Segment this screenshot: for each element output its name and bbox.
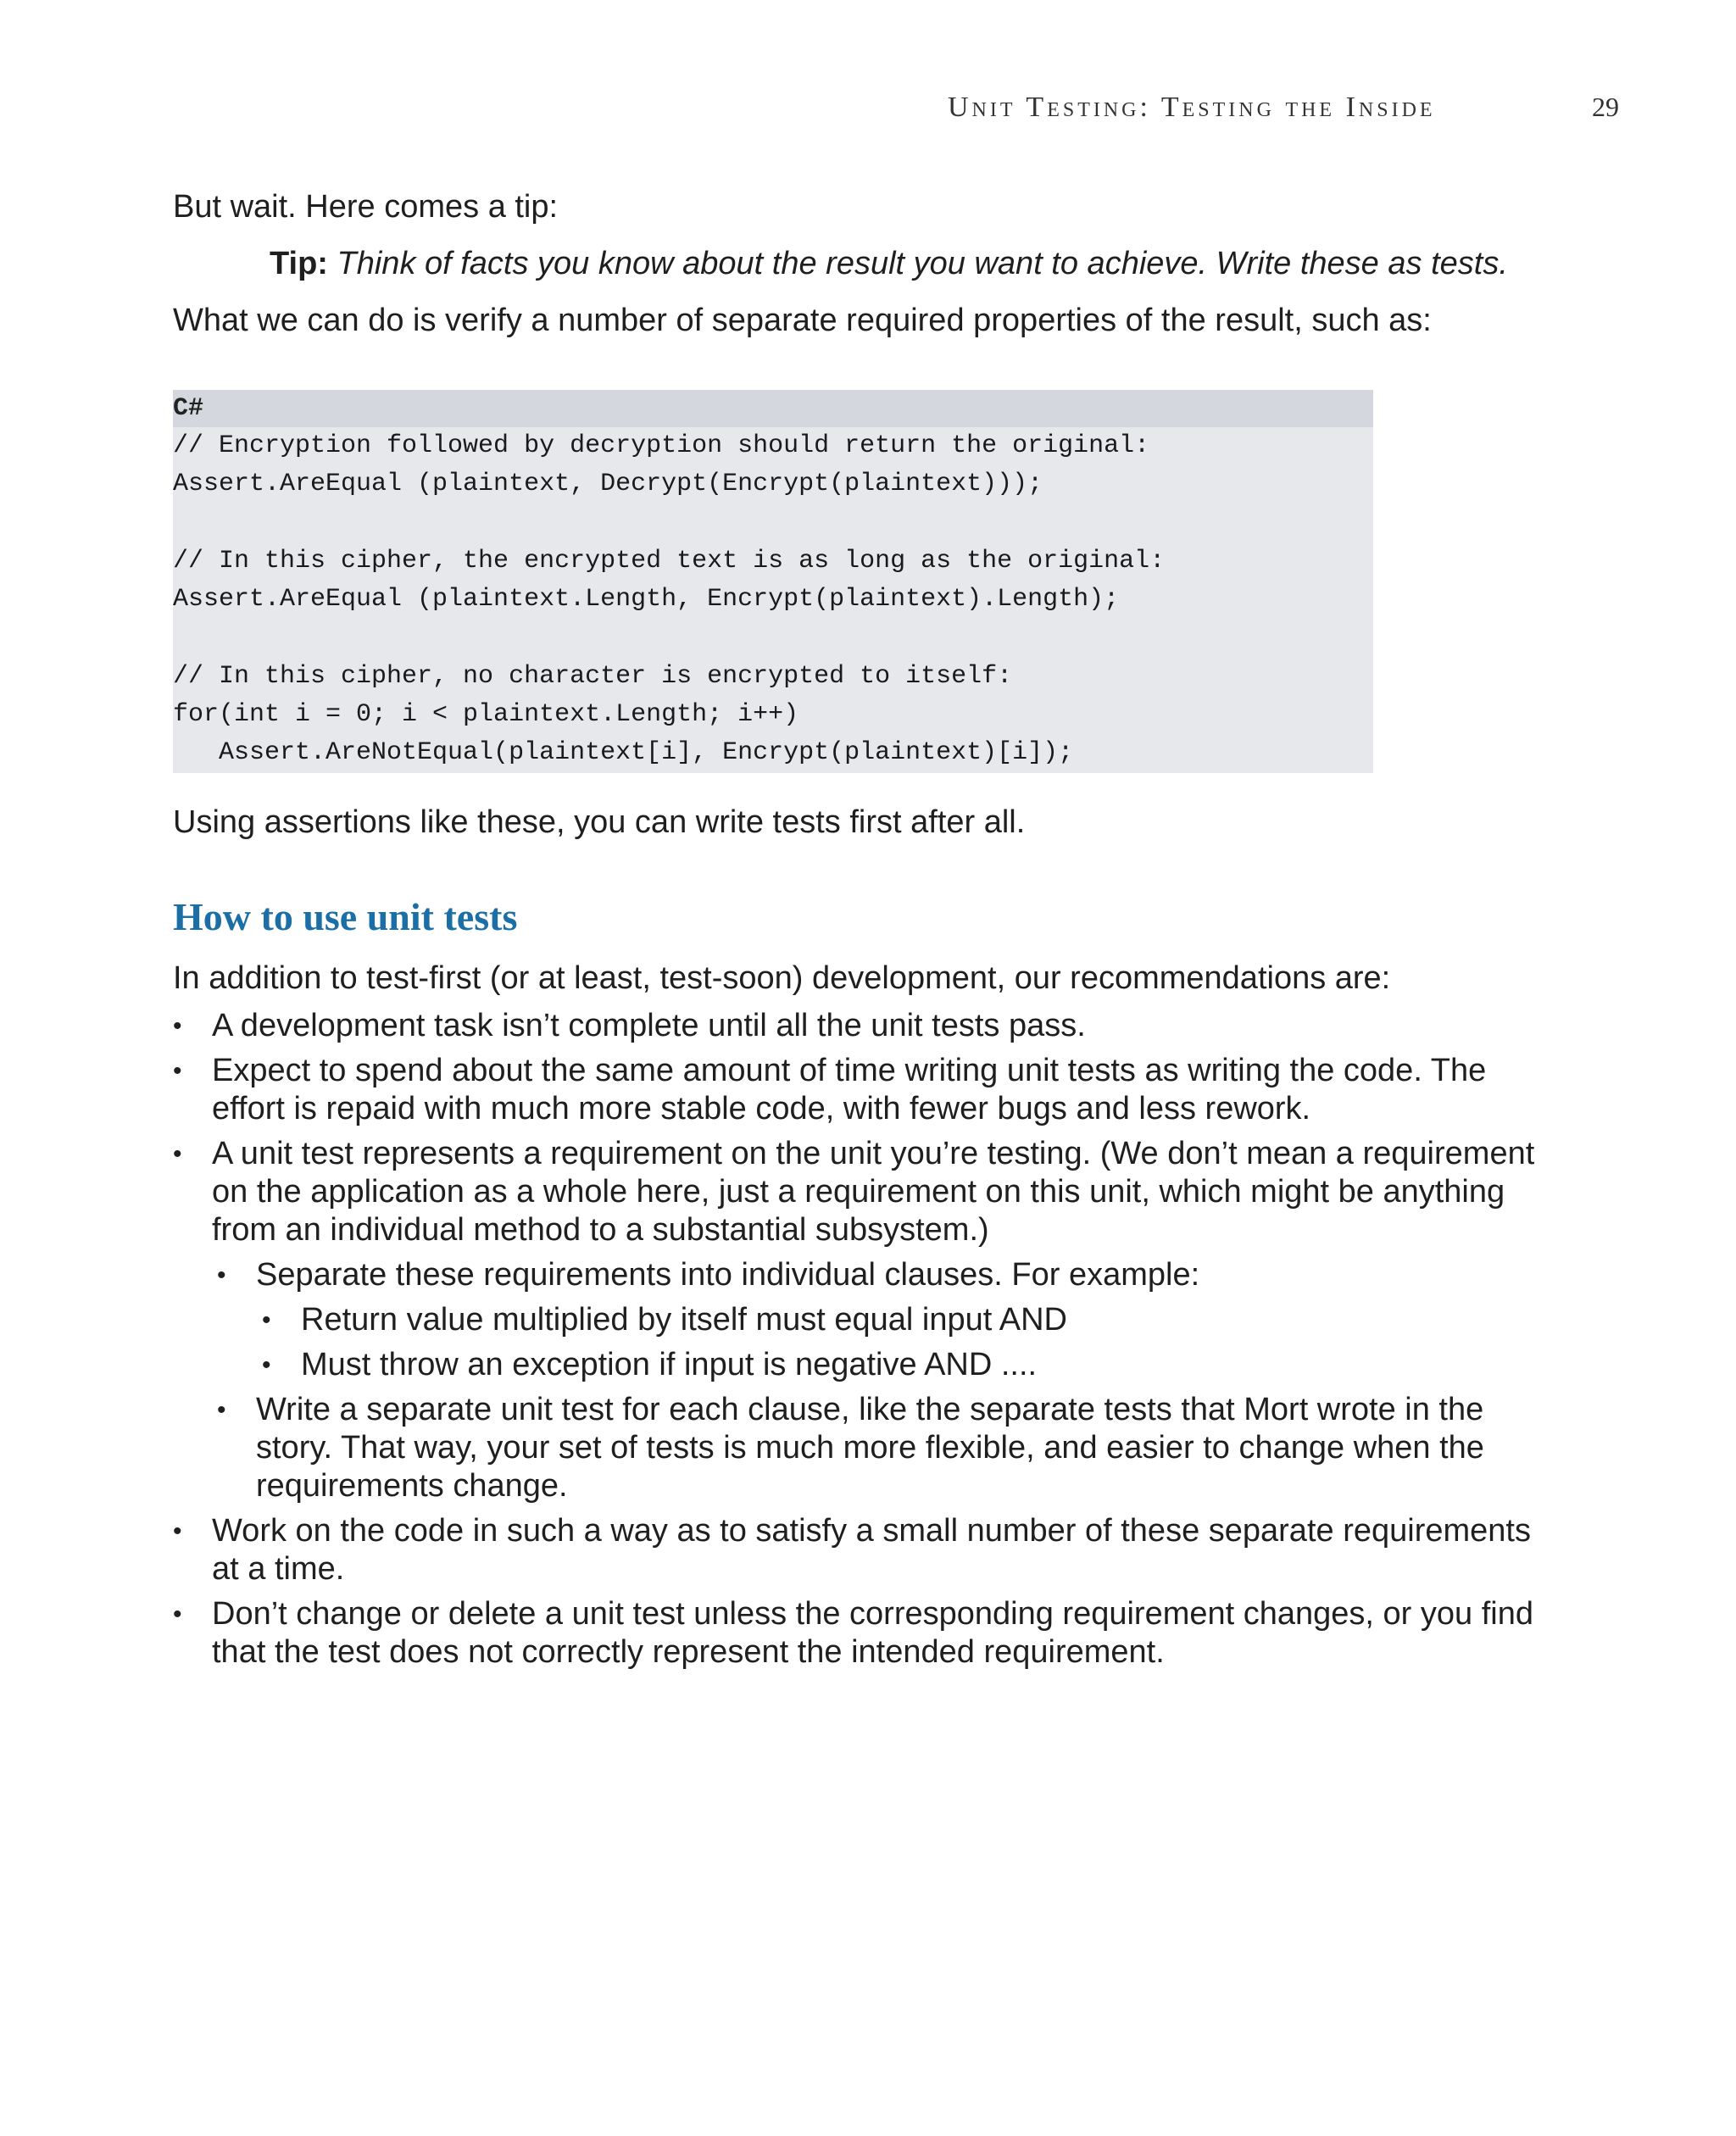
after-code-text: Using assertions like these, you can write tests first after all. <box>173 804 1026 840</box>
list-item <box>173 1301 1563 1339</box>
list-item <box>173 1007 1563 1045</box>
section-intro: In addition to test-first (or at least, test-soon) development, our recommendations are: <box>173 960 1391 996</box>
list-item-text: Expect to spend about the same amount of time writing unit tests as writing the code. The effort is repaid with much more stable code, with fewer bugs and less rework. <box>212 1053 1487 1126</box>
section-heading: How to use unit tests <box>173 895 518 938</box>
code-line: Assert.AreEqual (plaintext, Decrypt(Encrypt(plaintext))); <box>173 470 1043 499</box>
intro-line-2: What we can do is verify a number of separate required properties of the result, such as: <box>173 303 1432 338</box>
tip-label: Tip: <box>270 246 328 281</box>
code-line: for(int i = 0; i < plaintext.Length; i++) <box>173 700 799 730</box>
bullet-icon: • <box>173 1517 182 1545</box>
list-item-text: Return value multiplied by itself must equal input AND <box>301 1302 1068 1338</box>
bullet-icon: • <box>173 1057 182 1085</box>
list-item <box>173 1052 1563 1128</box>
list-item-text: A development task isn’t complete until all the unit tests pass. <box>212 1008 1086 1043</box>
page-number: 29 <box>1592 92 1619 122</box>
bullet-icon: • <box>173 1600 182 1628</box>
bullet-icon: • <box>262 1351 271 1379</box>
list-item-text: Separate these requirements into individual clauses. For example: <box>256 1257 1200 1293</box>
code-line <box>173 619 1373 657</box>
tip <box>270 246 1508 282</box>
code-block <box>173 390 1373 773</box>
code-lines <box>173 427 1373 773</box>
intro-line: But wait. Here comes a tip: <box>173 189 559 225</box>
list-item <box>173 1595 1563 1672</box>
bullet-icon: • <box>173 1140 182 1168</box>
list-item <box>173 1256 1563 1294</box>
code-line <box>173 504 1373 542</box>
list-item <box>173 1391 1563 1505</box>
code-line: Assert.AreNotEqual(plaintext[i], Encrypt(plaintext)[i]); <box>173 738 1074 768</box>
bullet-icon: • <box>173 1012 182 1040</box>
running-header: Unit Testing: Testing the Inside <box>948 92 1436 123</box>
code-line: Assert.AreEqual (plaintext.Length, Encrypt(plaintext).Length); <box>173 585 1120 615</box>
tip-text: Think of facts you know about the result you want to achieve. Write these as tests. <box>337 246 1508 281</box>
list-item-text: Don’t change or delete a unit test unless the corresponding requirement changes, or you find that the test does not correctly represent the intended requirement. <box>212 1596 1533 1670</box>
code-line: // Encryption followed by decryption should return the original: <box>173 431 1150 460</box>
list-item-text: A unit test represents a requirement on the unit you’re testing. (We don’t mean a requirement on the application as a whole here, just a requirement on this unit, which might be anything from an individual method to a substantial subsystem.) <box>212 1136 1535 1248</box>
list-item-text: Write a separate unit test for each clause, like the separate tests that Mort wrote in the story. That way, your set of tests is much more flexible, and easier to change when the requirements change. <box>256 1392 1484 1504</box>
code-line: // In this cipher, the encrypted text is as long as the original: <box>173 546 1166 576</box>
code-line: // In this cipher, no character is encrypted to itself: <box>173 661 1013 691</box>
bullet-icon: • <box>217 1396 226 1424</box>
bullet-icon: • <box>217 1261 226 1289</box>
list-item <box>173 1346 1563 1384</box>
bullet-icon: • <box>262 1306 271 1334</box>
recommendation-list <box>173 1007 1563 1678</box>
list-item-text: Must throw an exception if input is negative AND .... <box>301 1347 1038 1382</box>
code-language-label: C# <box>173 390 1373 427</box>
list-item <box>173 1135 1563 1249</box>
list-item-text: Work on the code in such a way as to satisfy a small number of these separate requirements at a time. <box>212 1513 1531 1587</box>
list-item <box>173 1512 1563 1588</box>
